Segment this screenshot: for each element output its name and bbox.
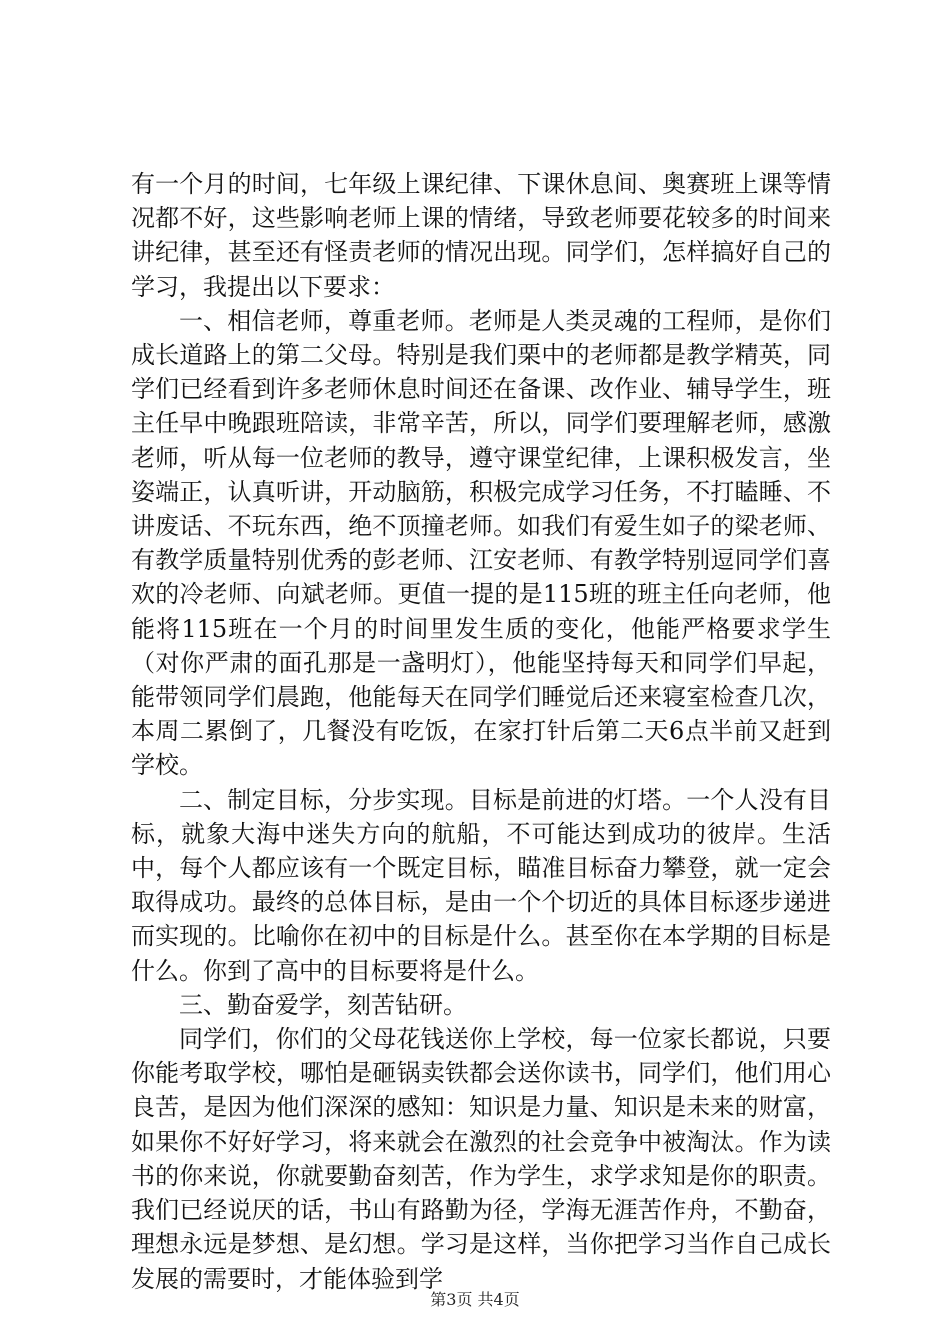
page-footer: 第3页 共4页: [430, 1290, 520, 1309]
paragraph-point-one: 一、相信老师，尊重老师。老师是人类灵魂的工程师，是你们成长道路上的第二父母。特别是我们栗中的老师都是教学精英，同学们已经看到许多老师休息时间还在备课、改作业、辅导学生，班主任早中晚跟班陪读，非常辛苦，所以，同学们要理解老师，感激老师，听从每一位老师的教导，遵守课堂纪律，上课积极发言，坐姿端正，认真听讲，开动脑筋，积极完成学习任务，不打瞌睡、不讲废话、不玩东西，绝不顶撞老师。如我们有爱生如子的梁老师、有教学质量特别优秀的彭老师、江安老师、有教学特别逗同学们喜欢的冷老师、向斌老师。更值一提的是115班的班主任向老师，他能将115班在一个月的时间里发生质的变化，他能严格要求学生（对你严肃的面孔那是一盏明灯），他能坚持每天和同学们早起，能带领同学们晨跑，他能每天在同学们睡觉后还来寝室检查几次，本周二累倒了，几餐没有吃饭，在家打针后第二天6点半前又赶到学校。: [131, 306, 831, 780]
paragraph-point-two: 二、制定目标，分步实现。目标是前进的灯塔。一个人没有目标，就象大海中迷失方向的航船，不可能达到成功的彼岸。生活中，每个人都应该有一个既定目标，瞄准目标奋力攀登，就一定会取得成功。最终的总体目标，是由一个个切近的具体目标逐步递进而实现的。比喻你在初中的目标是什么。甚至你在本学期的目标是什么。你到了高中的目标要将是什么。: [131, 785, 831, 985]
paragraph-point-three-body: 同学们，你们的父母花钱送你上学校，每一位家长都说，只要你能考取学校，哪怕是砸锅卖铁都会送你读书，同学们，他们用心良苦，是因为他们深深的感知：知识是力量、知识是未来的财富，如果你不好好学习，将来就会在激烈的社会竞争中被淘汰。作为读书的你来说，你就要勤奋刻苦，作为学生，求学求知是你的职责。我们已经说厌的话，书山有路勤为径，学海无涯苦作舟，不勤奋，理想永远是梦想、是幻想。学习是这样，当你把学习当作自己成长发展的需要时，才能体验到学: [131, 1025, 831, 1293]
paragraph-intro: 有一个月的时间，七年级上课纪律、下课休息间、奥赛班上课等情况都不好，这些影响老师上课的情绪，导致老师要花较多的时间来讲纪律，甚至还有怪责老师的情况出现。同学们，怎样搞好自己的学习，我提出以下要求：: [131, 170, 831, 301]
paragraph-point-three-heading: 三、勤奋爱学，刻苦钻研。: [179, 990, 467, 1019]
body-text: [131, 167, 831, 1296]
